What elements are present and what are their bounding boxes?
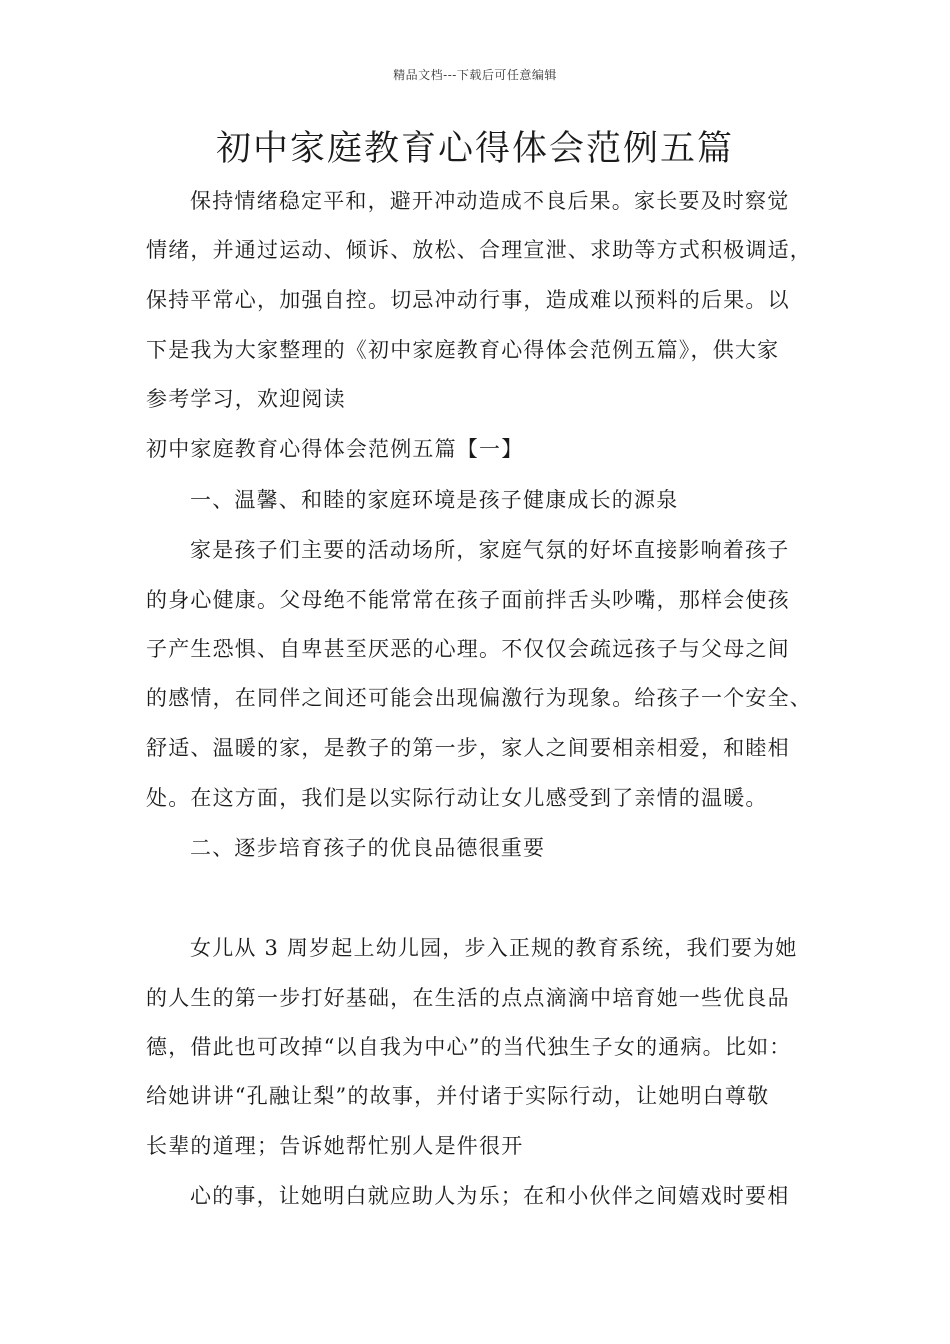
paragraph-line: 保持平常心，加强自控。切忌冲动行事，造成难以预料的后果。以	[146, 288, 790, 312]
paragraph-line: 家是孩子们主要的活动场所，家庭气氛的好坏直接影响着孩子	[190, 538, 790, 562]
paragraph-line: 心的事，让她明白就应助人为乐；在和小伙伴之间嬉戏时要相	[190, 1184, 790, 1208]
paragraph-line: 子产生恐惧、自卑甚至厌恶的心理。不仅仅会疏远孩子与父母之间	[146, 637, 790, 661]
header-note: 精品文档---下载后可任意编辑	[393, 68, 557, 82]
subsection-heading: 二、逐步培育孩子的优良品德很重要	[190, 836, 546, 860]
paragraph-line: 德，借此也可改掉“以自我为中心”的当代独生子女的通病。比如：	[146, 1035, 792, 1059]
paragraph-line: 舒适、温暖的家，是教子的第一步，家人之间要相亲相爱，和睦相	[146, 736, 790, 760]
document-title: 初中家庭教育心得体会范例五篇	[215, 129, 734, 169]
paragraph-line: 的人生的第一步打好基础，在生活的点点滴滴中培育她一些优良品	[146, 986, 790, 1010]
paragraph-line: 的感情，在同伴之间还可能会出现偏激行为现象。给孩子一个安全、	[146, 686, 812, 710]
paragraph-line: 给她讲讲“孔融让梨”的故事，并付诸于实际行动，让她明白尊敬	[146, 1084, 770, 1108]
paragraph-line: 保持情绪稳定平和，避开冲动造成不良后果。家长要及时察觉	[190, 189, 790, 213]
paragraph-line: 的身心健康。父母绝不能常常在孩子面前拌舌头吵嘴，那样会使孩	[146, 588, 790, 612]
paragraph-line: 长辈的道理；告诉她帮忙别人是件很开	[146, 1134, 524, 1158]
paragraph-line: 女儿从 3 周岁起上幼儿园，步入正规的教育系统，我们要为她	[190, 936, 798, 960]
paragraph-line: 下是我为大家整理的《初中家庭教育心得体会范例五篇》，供大家	[146, 338, 780, 362]
subsection-heading: 一、温馨、和睦的家庭环境是孩子健康成长的源泉	[190, 488, 679, 512]
paragraph-line: 情绪，并通过运动、倾诉、放松、合理宣泄、求助等方式积极调适，	[146, 238, 812, 262]
paragraph-line: 参考学习，欢迎阅读	[146, 387, 346, 411]
paragraph-line: 处。在这方面，我们是以实际行动让女儿感受到了亲情的温暖。	[146, 786, 768, 810]
section-heading: 初中家庭教育心得体会范例五篇【一】	[146, 437, 524, 461]
